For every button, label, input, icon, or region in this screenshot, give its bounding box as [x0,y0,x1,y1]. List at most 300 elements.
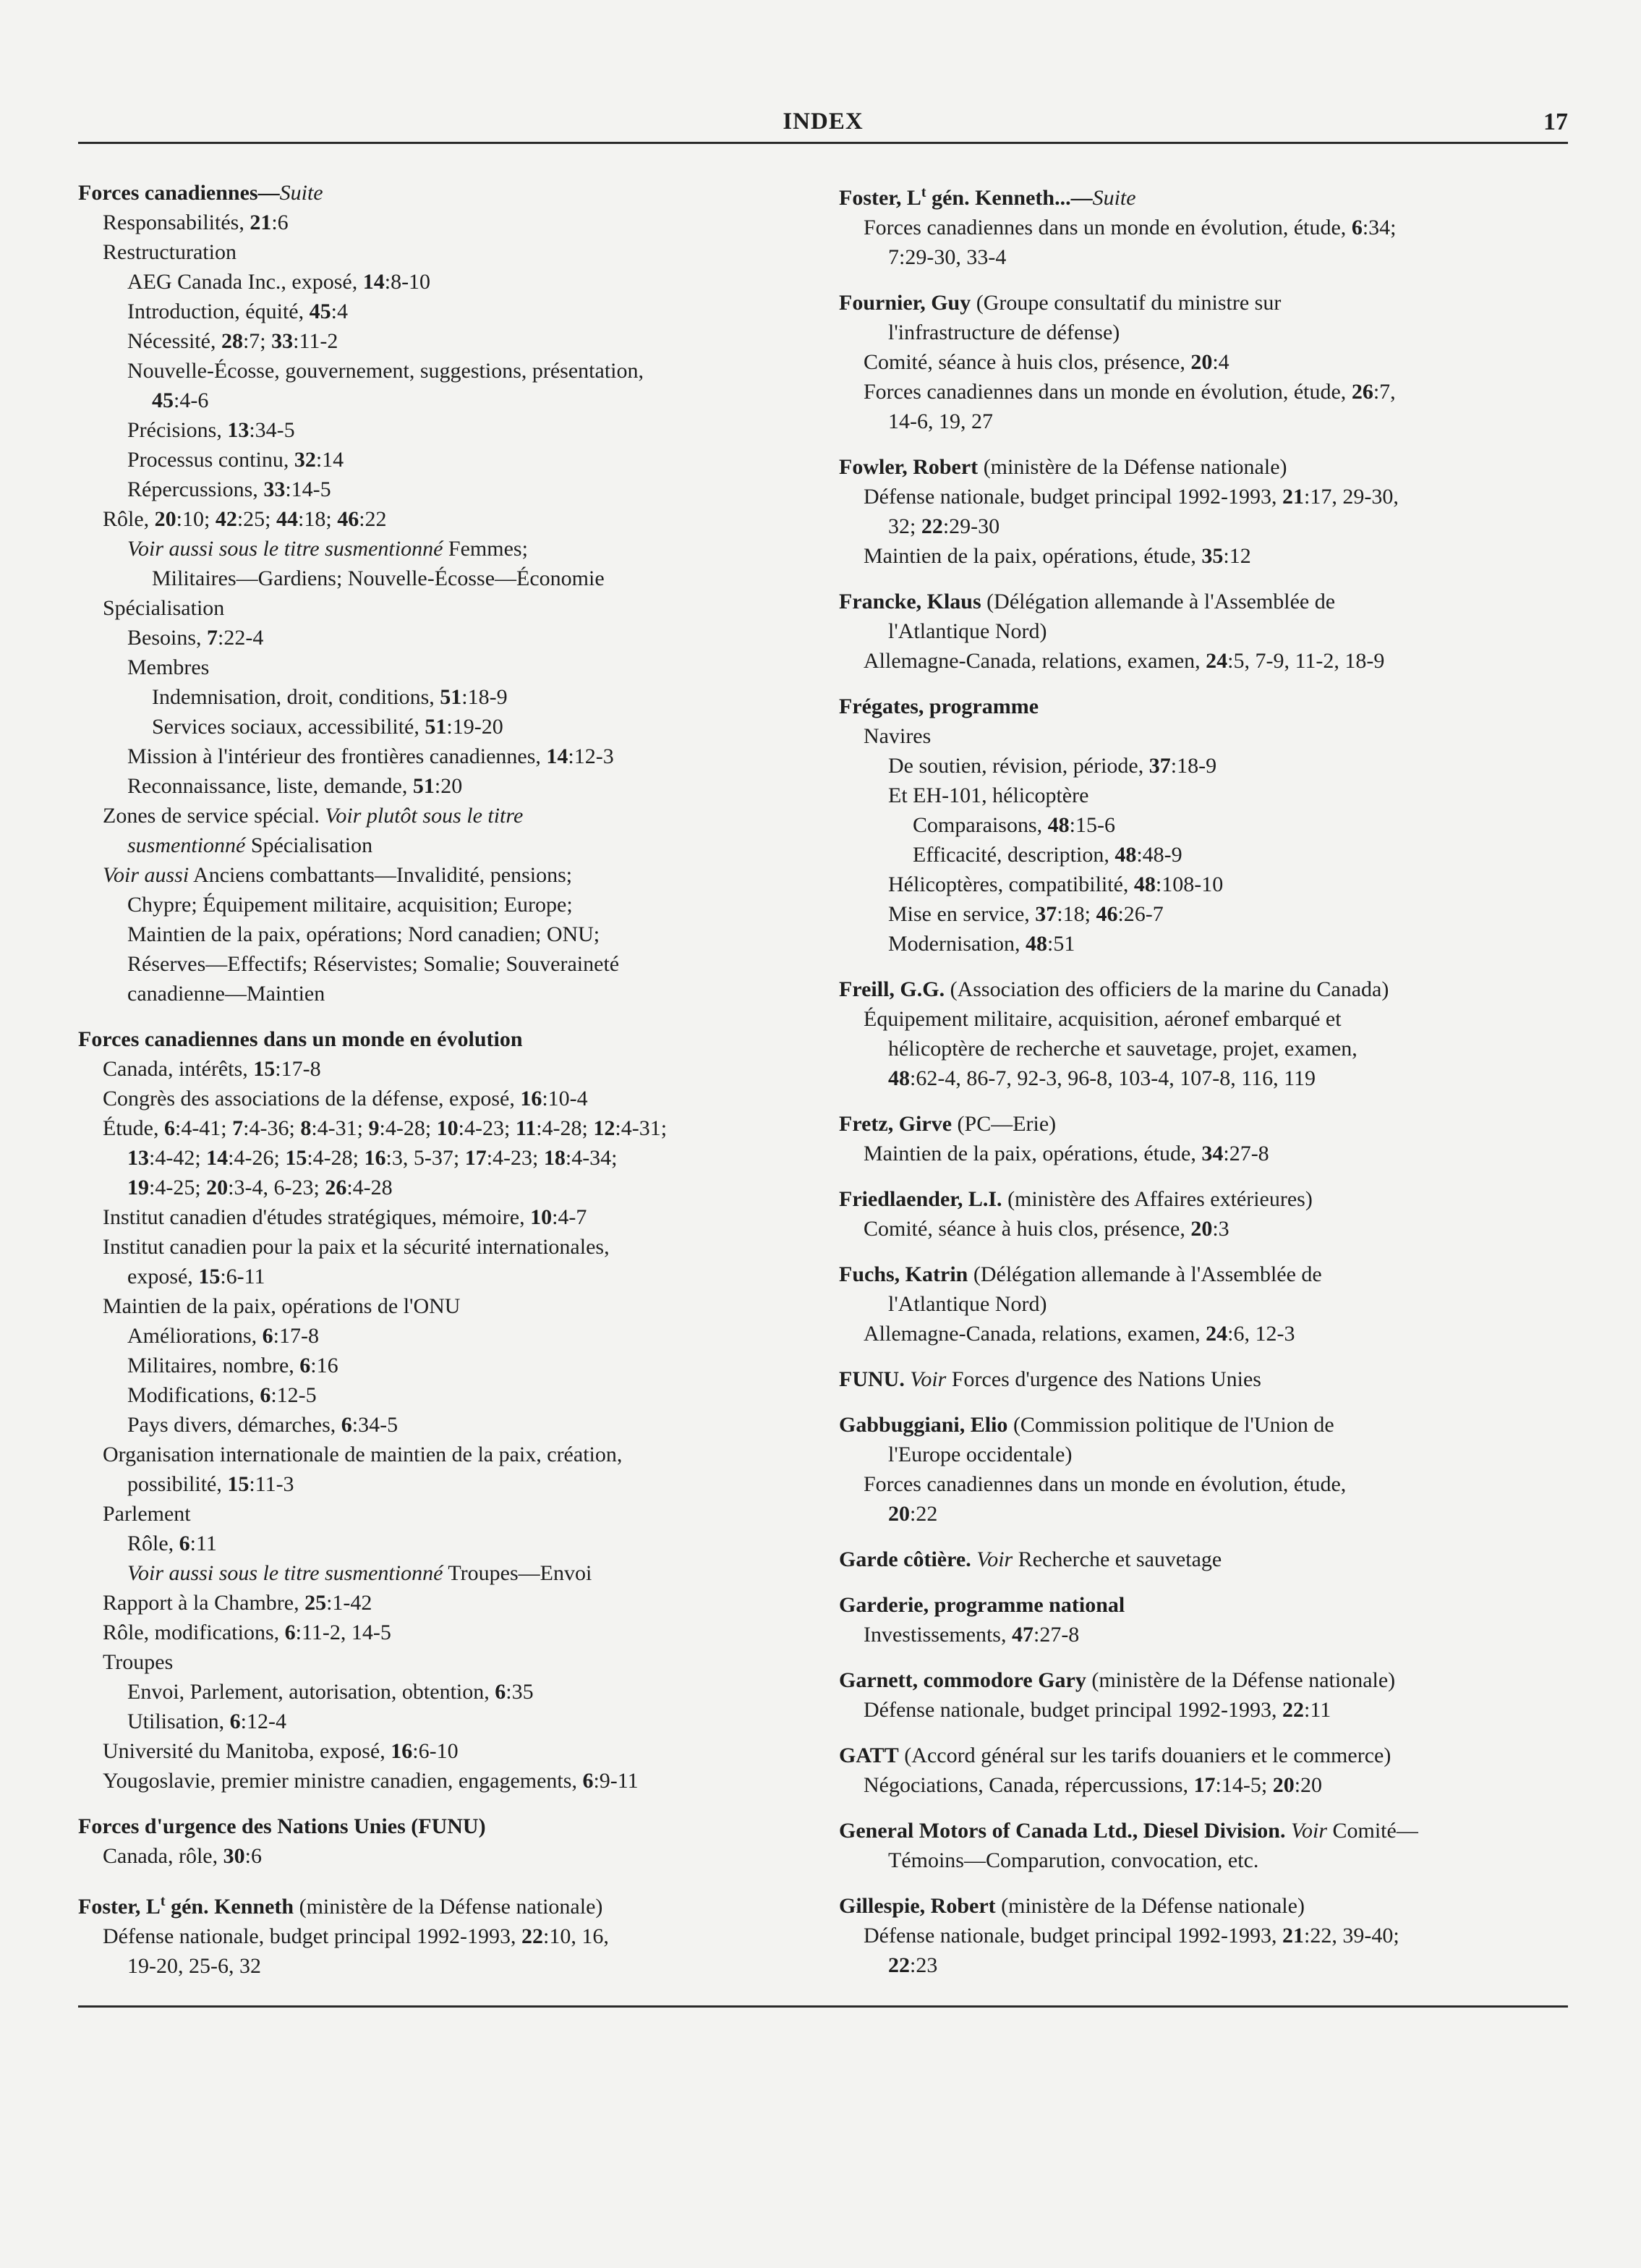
index-subentry-line [839,751,1569,781]
entry-text: :4-31; [615,1116,668,1140]
index-entry-heading [839,1545,1569,1574]
index-subentry-line [78,653,816,682]
volume-number: 44 [276,507,299,531]
entry-text: Voir aussi sous le titre susmentionné [127,1561,443,1585]
index-entry-heading [78,1812,816,1841]
entry-text: Restructuration [103,240,236,264]
volume-number: 46 [337,507,359,531]
entry-text: Femmes; [443,537,528,561]
entry-text: :18; [298,507,338,531]
entry-text: Anciens combattants—Invalidité, pensions; [189,863,573,887]
entry-text: Pays divers, démarches, [127,1413,341,1437]
page-number: 17 [1543,109,1568,135]
entry-text: Indemnisation, droit, conditions, [152,685,440,709]
entry-text: :4-34; [565,1146,618,1170]
index-subentry-line [839,1289,1569,1319]
entry-text: AEG Canada Inc., exposé, [127,270,363,294]
entry-text: Témoins—Comparution, convocation, etc. [888,1848,1259,1872]
volume-number: 20 [1190,350,1213,374]
index-subentry-line [78,534,816,564]
entry-text: :12-4 [240,1710,286,1733]
entry-text: :27-8 [1223,1142,1269,1165]
entry-text: :17, 29-30, [1304,485,1399,509]
entry-text: Étude, [103,1116,164,1140]
entry-text: Suite [279,181,323,205]
entry-text: (Délégation allemande à l'Assemblée de [968,1262,1322,1286]
index-subentry-line [78,564,816,593]
entry-text: Comité, séance à huis clos, présence, [864,350,1191,374]
entry-text: susmentionné [127,833,246,857]
volume-number: 6 [163,1116,175,1140]
index-subentry-line [839,1950,1569,1980]
entry-text: hélicoptère de recherche et sauvetage, projet, examen, [888,1037,1357,1061]
index-entry-heading [839,1364,1569,1394]
index-column-left [78,178,816,1981]
entry-text: Reconnaissance, liste, demande, [127,774,413,798]
entry-text: Voir plutôt sous le titre [325,804,524,828]
entry-text: :4-28; [307,1146,365,1170]
entry-term: Friedlaender, L.I. [839,1187,1002,1211]
volume-number: 8 [300,1116,312,1140]
entry-text: Nécessité, [127,329,221,353]
index-subentry-line [839,511,1569,541]
entry-text: l'infrastructure de défense) [888,320,1120,344]
entry-text: l'Europe occidentale) [888,1443,1073,1466]
index-subentry-line [839,1695,1569,1725]
entry-text: :108-10 [1155,872,1224,896]
entry-text: :11 [1304,1698,1331,1722]
entry-text: :34-5 [249,418,295,442]
entry-text: :8-10 [384,270,431,294]
entry-text: Introduction, équité, [127,300,310,323]
index-subentry-line [78,1499,816,1529]
entry-term: Gabbuggiani, Elio [839,1413,1008,1437]
entry-text: Défense nationale, budget principal 1992-1993, [864,1698,1282,1722]
index-subentry-line [78,297,816,326]
entry-text: Congrès des associations de la défense, exposé, [103,1087,521,1110]
entry-text: 14-6, 19, 27 [888,409,993,433]
entry-text: :20 [1294,1773,1323,1797]
entry-text: Voir [976,1547,1013,1571]
entry-text: Voir [1290,1819,1327,1843]
index-subentry-line [839,1921,1569,1950]
entry-text: Allemagne-Canada, relations, examen, [864,649,1206,673]
entry-text: :11-2 [293,329,338,353]
volume-number: 17 [464,1146,487,1170]
volume-number: 35 [1201,544,1224,568]
entry-text: :20 [434,774,463,798]
index-subentry-line [78,860,816,890]
index-subentry-line [78,1202,816,1232]
entry-text: t [160,1893,166,1909]
volume-number: 33 [263,477,286,501]
entry-text: Modernisation, [888,932,1026,956]
entry-text: Université du Manitoba, exposé, [103,1739,391,1763]
index-subentry-line [78,1921,816,1951]
entry-text: Spécialisation [245,833,373,857]
entry-text: Rôle, modifications, [103,1621,285,1644]
footer-rule [78,2005,1568,2008]
entry-text: :4-41; [174,1116,233,1140]
entry-text: Et EH-101, hélicoptère [888,783,1089,807]
entry-term: Frégates, programme [839,695,1039,718]
volume-number: 6 [284,1621,296,1644]
entry-text: Modifications, [127,1383,260,1407]
volume-number: 6 [179,1532,190,1555]
volume-number: 17 [1193,1773,1216,1797]
entry-text: (PC—Erie) [952,1112,1057,1136]
entry-term: GATT [839,1744,899,1767]
entry-text: :17-8 [275,1057,321,1081]
index-subentry-line [839,213,1569,242]
entry-text: :22, 39-40; [1304,1924,1399,1948]
entry-text: Processus continu, [127,448,294,472]
entry-text: canadienne—Maintien [127,982,325,1006]
entry-term: Francke, Klaus [839,590,981,613]
entry-text: Investissements, [864,1623,1012,1647]
entry-text: :12 [1223,544,1251,568]
index-subentry-line [839,1620,1569,1649]
index-subentry-line [78,682,816,712]
volume-number: 20 [888,1502,910,1526]
index-entry-heading [839,1665,1569,1695]
entry-text: Forces d'urgence des Nations Unies [946,1367,1261,1391]
entry-text: Mission à l'intérieur des frontières canadiennes, [127,744,547,768]
entry-text: Voir [910,1367,947,1391]
entry-text: (Délégation allemande à l'Assemblée de [981,590,1336,613]
index-column-right [839,178,1569,1980]
entry-text: Troupes [103,1650,174,1674]
index-subentry-line [78,1707,816,1736]
index-entry-heading [839,1590,1569,1620]
volume-number: 13 [127,1146,149,1170]
entry-text: :3 [1212,1217,1229,1241]
volume-number: 51 [412,774,435,798]
entry-text: Envoi, Parlement, autorisation, obtention, [127,1680,495,1704]
entry-term: Garderie, programme national [839,1593,1125,1617]
entry-term: gén. Kenneth [165,1895,294,1919]
entry-text: :7; [242,329,272,353]
index-subentry-line [839,347,1569,377]
index-subentry-line [78,801,816,831]
entry-text: :34; [1362,216,1397,239]
entry-text: :6, 12-3 [1227,1322,1295,1346]
index-subentry-line [78,1380,816,1410]
volume-number: 15 [285,1146,307,1170]
entry-text: Voir aussi sous le titre susmentionné [127,537,443,561]
entry-text: 7:29-30, 33-4 [888,245,1007,269]
entry-text: Militaires—Gardiens; Nouvelle-Écosse—Économie [152,566,605,590]
volume-number: 15 [227,1472,250,1496]
entry-text: :22 [910,1502,938,1526]
entry-text: Zones de service spécial. [103,804,325,828]
entry-text: Forces canadiennes dans un monde en évolution, étude, [864,380,1352,404]
entry-term: Freill, G.G. [839,977,945,1001]
entry-text: (ministère des Affaires extérieures) [1002,1187,1313,1211]
index-subentry-line [78,475,816,504]
index-entry-heading [839,288,1569,318]
entry-text: Comité, séance à huis clos, présence, [864,1217,1191,1241]
entry-term: Garnett, commodore Gary [839,1668,1086,1692]
entry-text: :14-5; [1215,1773,1273,1797]
volume-number: 48 [1025,932,1047,956]
volume-number: 26 [1351,380,1373,404]
index-subentry-line [839,541,1569,571]
volume-number: 16 [391,1739,413,1763]
index-entry-heading [839,1184,1569,1214]
volume-number: 16 [364,1146,386,1170]
volume-number: 26 [325,1176,347,1199]
index-subentry-line [839,929,1569,959]
index-subentry-line [78,1647,816,1677]
volume-number: 45 [309,300,331,323]
entry-text: Rôle, [103,507,155,531]
entry-text: Comité— [1327,1819,1418,1843]
index-subentry-line [839,1214,1569,1244]
entry-text: :48-9 [1136,843,1182,867]
entry-text: Organisation internationale de maintien de la paix, création, [103,1443,623,1466]
entry-text: :4-28; [379,1116,437,1140]
entry-term: Fuchs, Katrin [839,1262,968,1286]
entry-text: Institut canadien pour la paix et la sécurité internationales, [103,1235,610,1259]
running-head-title: INDEX [783,109,864,135]
index-subentry-line [78,890,816,919]
index-subentry-line [78,1951,816,1981]
entry-text: Membres [127,655,210,679]
entry-term: Foster, L [78,1895,161,1919]
volume-number: 7 [207,626,218,650]
entry-text: :11-2, 14-5 [295,1621,391,1644]
index-subentry-line [839,1139,1569,1168]
index-subentry-line [78,1351,816,1380]
entry-text: (Association des officiers de la marine du Canada) [945,977,1389,1001]
volume-number: 6 [299,1354,311,1377]
entry-term: Fournier, Guy [839,291,971,315]
index-subentry-line [78,1469,816,1499]
volume-number: 16 [520,1087,542,1110]
volume-number: 48 [1114,843,1137,867]
volume-number: 20 [1190,1217,1213,1241]
entry-text: :25; [236,507,277,531]
index-entry-heading [839,1410,1569,1440]
volume-number: 12 [593,1116,615,1140]
entry-text: :51 [1047,932,1075,956]
volume-number: 42 [215,507,237,531]
entry-text: Recherche et sauvetage [1013,1547,1222,1571]
index-subentry-line [78,445,816,475]
entry-text: :4-7 [552,1205,587,1229]
index-subentry-line [78,386,816,415]
entry-text: Militaires, nombre, [127,1354,300,1377]
volume-number: 51 [425,715,447,739]
index-entry-heading [839,1260,1569,1289]
index-subentry-line [78,771,816,801]
index-subentry-line [78,326,816,356]
index-subentry-line [839,721,1569,751]
index-subentry-line [78,1291,816,1321]
entry-text: :11 [189,1532,217,1555]
index-subentry-line [78,742,816,771]
volume-number: 21 [250,211,272,234]
entry-text: :4 [1212,350,1229,374]
entry-text: Efficacité, description, [913,843,1115,867]
volume-number: 22 [888,1953,910,1977]
entry-text: Maintien de la paix, opérations, étude, [864,1142,1202,1165]
index-subentry-line [839,1063,1569,1093]
entry-text: Suite [1092,186,1136,210]
entry-text: :4-26; [228,1146,286,1170]
volume-number: 30 [223,1844,245,1868]
entry-term: Fowler, Robert [839,455,979,479]
entry-text: Allemagne-Canada, relations, examen, [864,1322,1206,1346]
index-subentry-line [839,840,1569,870]
index-subentry-line [78,1618,816,1647]
entry-text: :10; [176,507,216,531]
entry-text: :35 [506,1680,534,1704]
entry-text: (ministère de la Défense nationale) [294,1895,603,1919]
index-subentry-line [839,899,1569,929]
index-subentry-line [839,407,1569,436]
entry-term: Foster, L [839,186,921,210]
entry-term: gén. Kenneth...— [926,186,1093,210]
index-entry-heading [839,1109,1569,1139]
entry-text: (ministère de la Défense nationale) [978,455,1287,479]
entry-text: Spécialisation [103,596,225,620]
index-subentry-line [78,1410,816,1440]
entry-text: :4-28 [346,1176,393,1199]
index-subentry-line [78,1736,816,1766]
entry-text: Services sociaux, accessibilité, [152,715,425,739]
entry-text: Canada, rôle, [103,1844,223,1868]
volume-number: 9 [368,1116,380,1140]
index-subentry-line [78,504,816,534]
index-subentry-line [839,1770,1569,1800]
entry-text: Maintien de la paix, opérations; Nord canadien; ONU; [127,922,600,946]
volume-number: 37 [1148,754,1171,778]
entry-term: Fretz, Girve [839,1112,952,1136]
volume-number: 19 [127,1176,149,1199]
entry-text: (Commission politique de l'Union de [1007,1413,1334,1437]
entry-text: :4-25; [149,1176,207,1199]
entry-text: :4 [331,300,348,323]
entry-text: l'Atlantique Nord) [888,1292,1047,1316]
entry-text: :18-9 [1170,754,1217,778]
entry-text: :4-31; [311,1116,369,1140]
volume-number: 48 [1133,872,1156,896]
entry-text: exposé, [127,1265,199,1288]
entry-text: Utilisation, [127,1710,230,1733]
volume-number: 47 [1011,1623,1033,1647]
index-subentry-line [839,377,1569,407]
index-entry-heading [839,974,1569,1004]
index-subentry-line [839,1004,1569,1034]
index-entry-heading [839,692,1569,721]
entry-text: :18-9 [461,685,508,709]
entry-text: :10, 16, [543,1924,609,1948]
volume-number: 6 [1351,216,1363,239]
entry-text: Troupes—Envoi [443,1561,592,1585]
entry-text: Forces canadiennes dans un monde en évolution, étude, [864,1472,1347,1496]
entry-text: possibilité, [127,1472,228,1496]
entry-text: Défense nationale, budget principal 1992-1993, [103,1924,521,1948]
index-subentry-line [839,242,1569,272]
entry-text: Rôle, [127,1532,179,1555]
index-subentry-line [839,1469,1569,1499]
index-subentry-line [839,616,1569,646]
index-entry-heading [839,587,1569,616]
volume-number: 6 [341,1413,352,1437]
entry-text: (ministère de la Défense nationale) [995,1894,1305,1918]
index-subentry-line [78,949,816,979]
entry-text: :4-23; [458,1116,516,1140]
index-entry-heading [78,178,816,208]
entry-text: Mise en service, [888,902,1036,926]
entry-text: :18; [1057,902,1096,926]
volume-number: 22 [921,514,943,538]
entry-text: :4-28; [536,1116,594,1140]
entry-text: Maintien de la paix, opérations de l'ONU [103,1294,461,1318]
entry-text: De soutien, révision, période, [888,754,1149,778]
volume-number: 24 [1206,1322,1228,1346]
entry-text: :27-8 [1033,1623,1080,1647]
volume-number: 6 [260,1383,271,1407]
entry-text: :23 [910,1953,938,1977]
entry-text: Nouvelle-Écosse, gouvernement, suggestions, présentation, [127,359,644,383]
volume-number: 14 [206,1146,229,1170]
entry-text: :15-6 [1069,813,1115,837]
entry-text: Défense nationale, budget principal 1992-1993, [864,1924,1282,1948]
volume-number: 33 [271,329,294,353]
index-subentry-line [839,810,1569,840]
entry-text: (ministère de la Défense nationale) [1086,1668,1396,1692]
entry-text: Responsabilités, [103,211,250,234]
index-subentry-line [839,646,1569,676]
entry-text: Négociations, Canada, répercussions, [864,1773,1194,1797]
entry-text: :12-5 [270,1383,317,1407]
entry-text: :4-42; [149,1146,207,1170]
entry-text: :6 [271,211,289,234]
index-subentry-line [78,1440,816,1469]
entry-term: Forces canadiennes dans un monde en évolution [78,1027,523,1051]
volume-number: 20 [1272,1773,1295,1797]
entry-text: Parlement [103,1502,191,1526]
index-entry-heading [78,1024,816,1054]
entry-text: Améliorations, [127,1324,263,1348]
entry-text: Institut canadien d'études stratégiques, mémoire, [103,1205,531,1229]
entry-text: Défense nationale, budget principal 1992-1993, [864,485,1282,509]
entry-text: Hélicoptères, compatibilité, [888,872,1134,896]
entry-term: Gillespie, Robert [839,1894,996,1918]
entry-term: Forces d'urgence des Nations Unies (FUNU) [78,1814,486,1838]
entry-text: Réserves—Effectifs; Réservistes; Somalie; Souveraineté [127,952,620,976]
entry-text: :12-3 [568,744,614,768]
index-subentry-line [78,1677,816,1707]
volume-number: 15 [198,1265,221,1288]
index-subentry-line [78,1113,816,1143]
index-subentry-line [78,237,816,267]
entry-text: :22 [359,507,387,531]
entry-text: :34-5 [351,1413,398,1437]
entry-text: :3-4, 6-23; [228,1176,325,1199]
entry-text: Précisions, [127,418,228,442]
entry-text: :22-4 [218,626,264,650]
entry-text: :16 [310,1354,338,1377]
index-subentry-line [78,1143,816,1173]
index-subentry-line [78,623,816,653]
index-subentry-line [839,1034,1569,1063]
volume-number: 21 [1282,485,1304,509]
volume-number: 22 [521,1924,543,1948]
